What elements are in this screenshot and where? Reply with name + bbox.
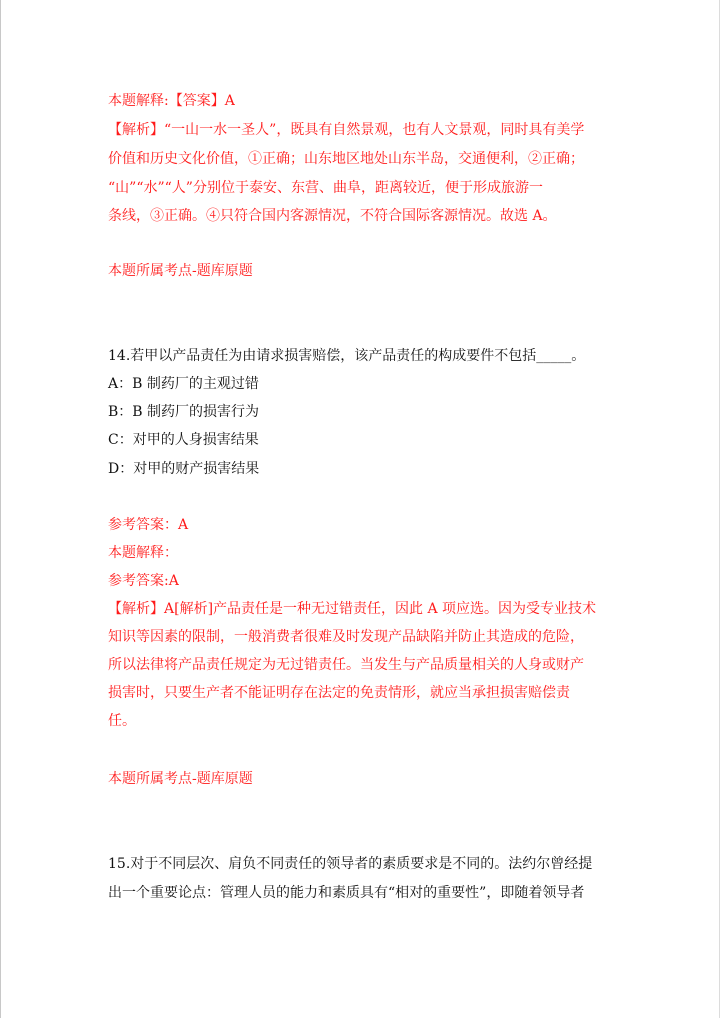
q14-stem: 14.若甲以产品责任为由请求损害赔偿，该产品责任的构成要件不包括_____。	[108, 348, 586, 364]
q15-stem-line: 出一个重要论点：管理人员的能力和素质具有“相对的重要性”，即随着领导者	[108, 885, 585, 901]
q14-option-b: B：B 制药厂的损害行为	[108, 404, 260, 420]
q15-stem-line: 15.对于不同层次、肩负不同责任的领导者的素质要求是不同的。法约尔曾经提	[108, 856, 593, 872]
q14-reference-answer: 参考答案：A	[108, 517, 189, 533]
q14-explain-label: 本题解释：	[108, 545, 178, 561]
q14-option-a: A：B 制药厂的主观过错	[108, 376, 259, 392]
q14-analysis-line: 所以法律将产品责任规定为无过错责任。当发生与产品质量相关的人身或财产	[108, 657, 584, 673]
q14-analysis-line: 任。	[108, 713, 136, 729]
q14-source: 本题所属考点-题库原题	[108, 771, 253, 787]
q14-option-d: D：对甲的财产损害结果	[108, 461, 260, 477]
q13-analysis-line: 价值和历史文化价值，①正确；山东地区地处山东半岛，交通便利，②正确；	[108, 151, 584, 167]
q13-explain-line: 本题解释:【答案】A	[108, 93, 235, 109]
q14-analysis-line: 【解析】A[解析]产品责任是一种无过错责任，因此 A 项应选。因为受专业技术	[108, 601, 597, 617]
q14-option-c: C：对甲的人身损害结果	[108, 432, 259, 448]
q13-analysis-line: 【解析】“一山一水一圣人”，既具有自然景观，也有人文景观，同时具有美学	[108, 122, 585, 138]
q13-analysis-line: “山”“水”“人”分别位于泰安、东营、曲阜，距离较近，便于形成旅游一	[108, 180, 543, 196]
q13-analysis-line: 条线，③正确。④只符合国内客源情况，不符合国际客源情况。故选 A。	[108, 208, 557, 224]
q14-reference-answer-2: 参考答案:A	[108, 573, 179, 589]
page-edge	[0, 0, 1, 1018]
q14-analysis-line: 损害时，只要生产者不能证明存在法定的免责情形，就应当承担损害赔偿责	[108, 685, 570, 701]
q14-analysis-line: 知识等因素的限制，一般消费者很难及时发现产品缺陷并防止其造成的危险，	[108, 629, 584, 645]
q13-source: 本题所属考点-题库原题	[108, 263, 253, 279]
